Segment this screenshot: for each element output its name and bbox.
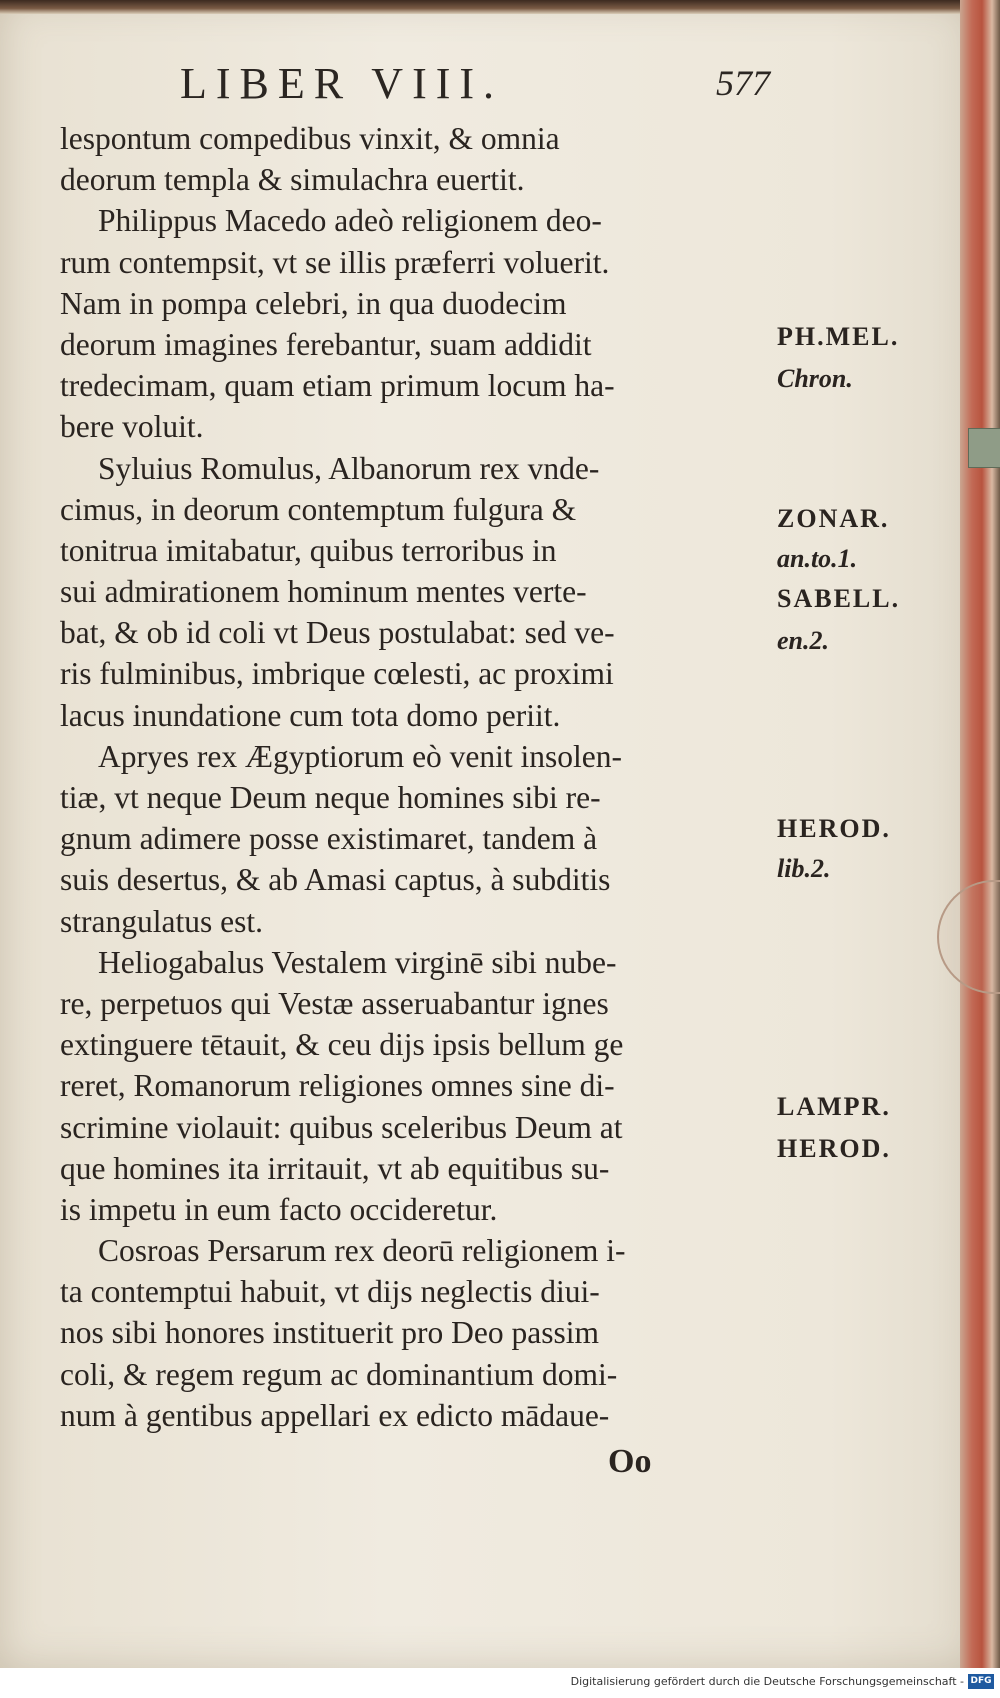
margin-note-chron: Chron. (777, 364, 853, 393)
margin-note-herod: HEROD. (777, 814, 891, 843)
page-number: 577 (716, 63, 770, 103)
text-line: coli, & regem regum ac dominantium domi- (60, 1356, 618, 1392)
text-line: bere voluit. (60, 409, 204, 445)
text-line: nos sibi honores instituerit pro Deo passim (60, 1315, 599, 1351)
text-line: que homines ita irritauit, vt ab equitibus su- (60, 1150, 610, 1186)
text-line: deorum imagines ferebantur, suam addidit (60, 326, 592, 362)
text-line: scrimine violauit: quibus sceleribus Deum at (60, 1109, 623, 1145)
text-line: num à gentibus appellari ex edicto mādaue- (60, 1397, 610, 1433)
text-line: bat, & ob id coli vt Deus postulabat: sed ve- (60, 615, 615, 651)
text-line: ta contemptui habuit, vt dijs neglectis diui- (60, 1274, 600, 1310)
text-line: strangulatus est. (60, 903, 263, 939)
text-line: sui admirationem hominum mentes verte- (60, 574, 587, 610)
margin-note-lib: lib.2. (777, 854, 831, 883)
text-line: rum contempsit, vt se illis præferri voluerit. (60, 244, 610, 280)
text-line: Nam in pompa celebri, in qua duodecim (60, 285, 567, 321)
text-line: tiæ, vt neque Deum neque homines sibi re- (60, 780, 601, 815)
text-line: gnum adimere posse existimaret, tandem à (60, 821, 598, 857)
margin-note-herod-2: HEROD. (777, 1134, 891, 1163)
text-line: deorum templa & simulachra euertit. (60, 162, 525, 198)
text-line: extinguere tētauit, & ceu dijs ipsis bellum ge (60, 1027, 624, 1063)
text-line: re, perpetuos qui Vestæ asseruabantur ignes (60, 985, 609, 1021)
text-line: Apryes rex Ægyptiorum eò venit insolen- (98, 738, 623, 774)
margin-note-lampr: LAMPR. (777, 1092, 891, 1121)
text-line: Philippus Macedo adeò religionem deo- (98, 203, 602, 239)
text-line: lespontum compedibus vinxit, & omnia (60, 121, 560, 156)
margin-note-zonar: ZONAR. (777, 504, 890, 533)
text-line: Syluius Romulus, Albanorum rex vnde- (98, 450, 600, 486)
text-line: tonitrua imitabatur, quibus terroribus in (60, 532, 557, 568)
running-header (180, 58, 770, 114)
book-cover-edge (960, 0, 1000, 1668)
page-tab (968, 428, 1000, 468)
main-text-block (60, 118, 780, 1436)
page-top-edge (0, 0, 1000, 14)
text-line: lacus inundatione cum tota domo periit. (60, 697, 561, 733)
text-line: cimus, in deorum contemptum fulgura & (60, 491, 577, 527)
text-line: is impetu in eum facto occideretur. (60, 1191, 498, 1227)
text-line: suis desertus, & ab Amasi captus, à subditis (60, 862, 611, 898)
text-line: Heliogabalus Vestalem virginē sibi nube- (98, 944, 617, 980)
footer-credit: Digitalisierung gefördert durch die Deutsche Forschungsgemeinschaft - (570, 1675, 964, 1688)
footer-bar (0, 1668, 1000, 1698)
running-title: LIBER VIII. (180, 59, 504, 108)
text-line: reret, Romanorum religiones omnes sine di- (60, 1068, 615, 1104)
margin-note-sabell: SABELL. (777, 584, 901, 613)
margin-note-en: en.2. (777, 626, 829, 655)
text-line: tredecimam, quam etiam primum locum ha- (60, 368, 615, 404)
catchword: Oo (608, 1443, 652, 1480)
text-line: ris fulminibus, imbrique cœlesti, ac proximi (60, 656, 614, 692)
margin-note-an-to: an.to.1. (777, 544, 858, 573)
text-line: Cosroas Persarum rex deorū religionem i- (98, 1233, 626, 1269)
margin-note-ph-mel: PH.MEL. (777, 322, 900, 351)
dfg-logo: DFG (968, 1674, 994, 1689)
